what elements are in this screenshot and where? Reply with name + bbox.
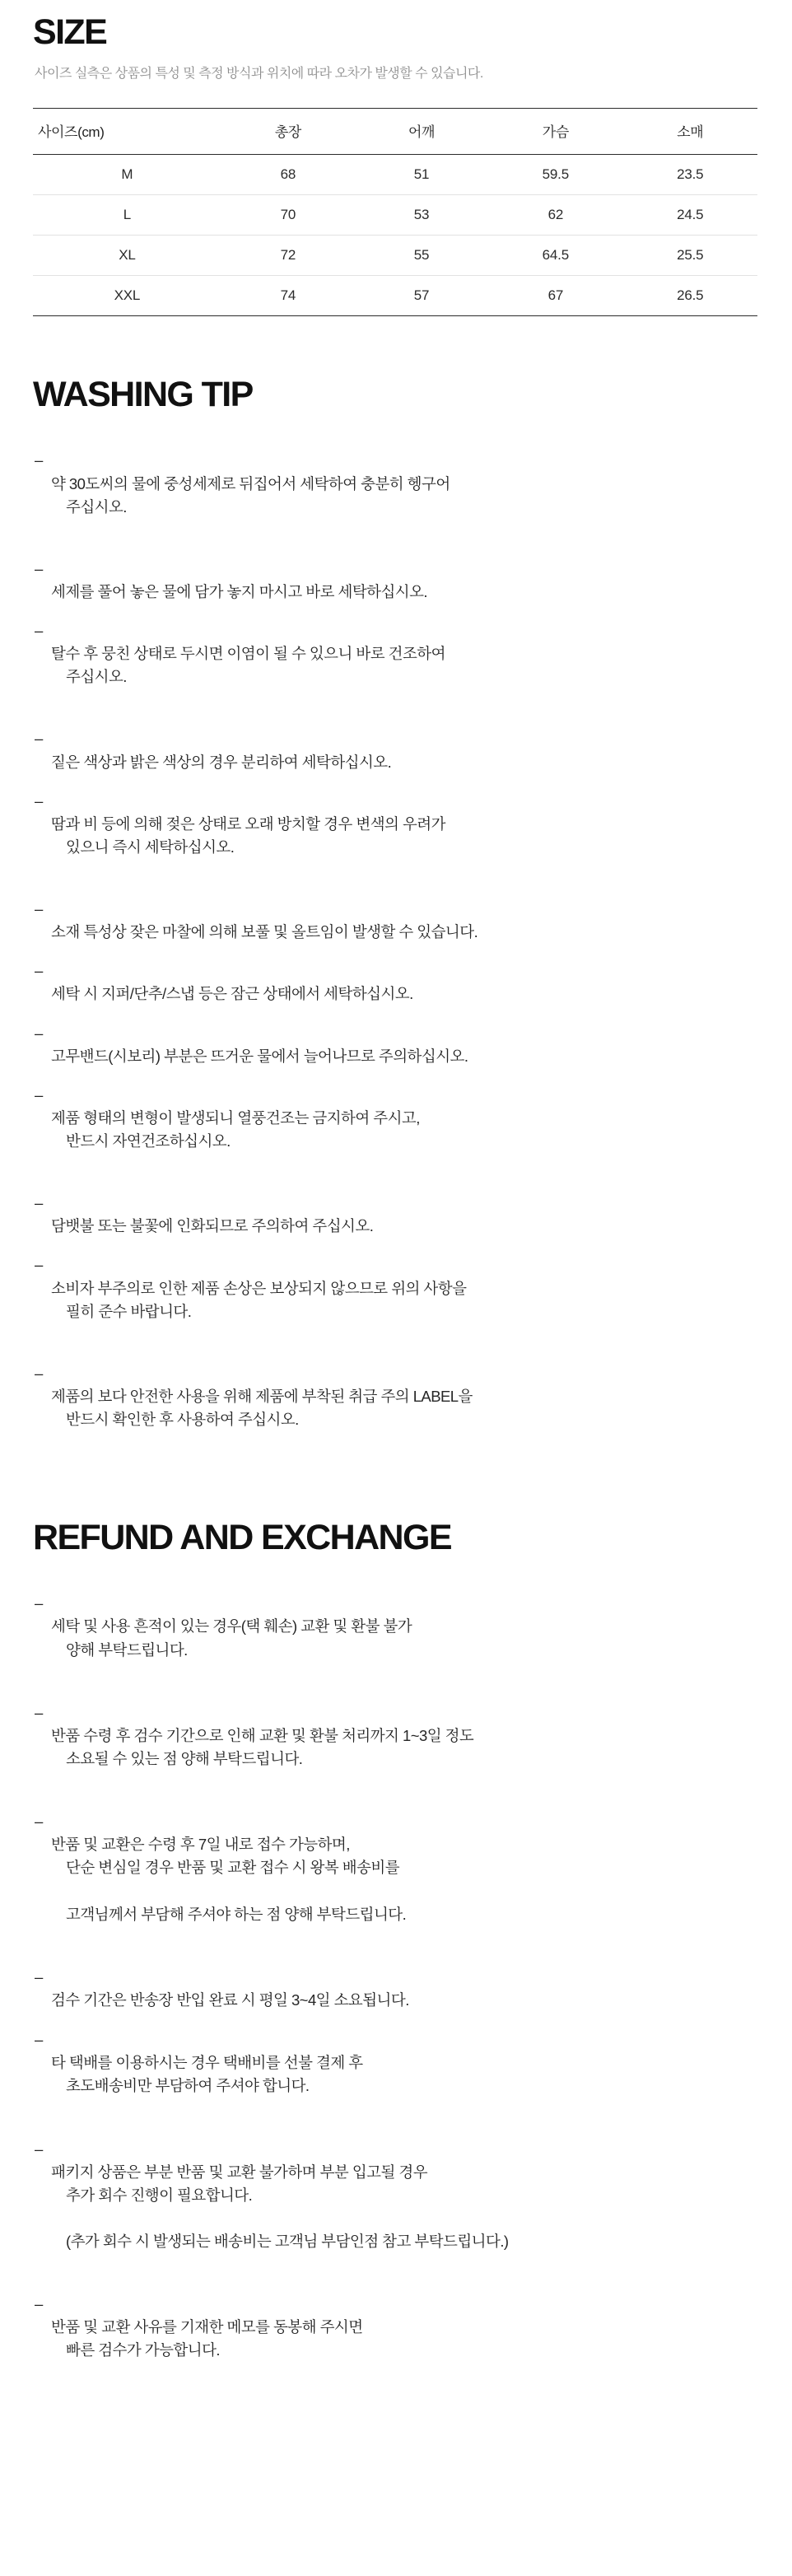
washing-tip-list — [33, 449, 759, 1454]
note-line: 반품 수령 후 검수 기간으로 인해 교환 및 환불 처리까지 1~3일 정도 — [51, 1726, 474, 1744]
note-line: 약 30도씨의 물에 중성세제로 뒤집어서 세탁하여 충분히 헹구어 — [51, 474, 450, 492]
size-table-head — [33, 109, 757, 155]
cell-shoulder: 55 — [355, 236, 488, 276]
cell-shoulder: 51 — [355, 155, 488, 195]
list-item — [33, 790, 759, 882]
cell-length: 68 — [221, 155, 355, 195]
list-item — [33, 2293, 759, 2385]
table-row — [33, 276, 757, 316]
note-line: 패키지 상품은 부분 반품 및 교환 불가하며 부분 입고될 경우 — [51, 2163, 428, 2181]
table-row — [33, 195, 757, 236]
note-line: 타 택배를 이용하시는 경우 택배비를 선불 결제 후 — [51, 2054, 363, 2072]
cell-sleeve: 25.5 — [623, 236, 757, 276]
list-item — [33, 1701, 759, 1794]
note-line-wrap: 반드시 확인한 후 사용하여 주십시오. — [66, 1411, 299, 1429]
note-line: 검수 기간은 반송장 반입 완료 시 평일 3~4일 소요됩니다. — [51, 1990, 409, 2009]
cell-sleeve: 26.5 — [623, 276, 757, 316]
column-header-length: 총장 — [221, 109, 355, 155]
note-line-wrap: 주십시오. — [66, 497, 127, 516]
list-item — [33, 1253, 759, 1346]
note-line-wrap: 있으니 즉시 세탁하십시오. — [66, 838, 235, 856]
note-line-wrap: 초도배송비만 부담하여 주셔야 합니다. — [66, 2077, 310, 2095]
note-line: 세제를 풀어 놓은 물에 담가 놓지 마시고 바로 세탁하십시오. — [51, 582, 428, 600]
column-header-sleeve: 소매 — [623, 109, 757, 155]
list-item — [33, 898, 759, 944]
size-table-body — [33, 155, 757, 316]
table-header-row — [33, 109, 757, 155]
washing-tip-heading: WASHING TIP — [33, 375, 253, 415]
size-section — [33, 0, 759, 316]
cell-sleeve: 23.5 — [623, 155, 757, 195]
cell-length: 72 — [221, 236, 355, 276]
note-line-wrap: (추가 회수 시 발생되는 배송비는 고객님 부담인점 참고 부탁드립니다.) — [66, 2232, 509, 2250]
note-line-wrap: 양해 부탁드립니다. — [66, 1640, 188, 1659]
note-line: 반품 및 교환 사유를 기재한 메모를 동봉해 주시면 — [51, 2318, 363, 2336]
note-line: 땀과 비 등에 의해 젖은 상태로 오래 방치할 경우 변색의 우려가 — [51, 814, 445, 833]
note-line: 고무밴드(시보리) 부분은 뜨거운 물에서 늘어나므로 주의하십시오. — [51, 1047, 468, 1065]
note-line-wrap: 단순 변심일 경우 반품 및 교환 접수 시 왕복 배송비를 — [66, 1859, 400, 1877]
note-line: 담뱃불 또는 불꽃에 인화되므로 주의하여 주십시오. — [51, 1217, 374, 1235]
note-line-wrap: 고객님께서 부담해 주셔야 하는 점 양해 부탁드립니다. — [66, 1905, 407, 1923]
cell-size: M — [33, 155, 221, 195]
cell-shoulder: 57 — [355, 276, 488, 316]
cell-size: XXL — [33, 276, 221, 316]
list-item — [33, 1592, 759, 1684]
cell-chest: 64.5 — [488, 236, 622, 276]
cell-size: XL — [33, 236, 221, 276]
list-item — [33, 1022, 759, 1068]
note-line-wrap: 필히 준수 바랍니다. — [66, 1302, 192, 1320]
note-line: 세탁 및 사용 흔적이 있는 경우(택 훼손) 교환 및 환불 불가 — [51, 1617, 412, 1636]
list-item — [33, 2028, 759, 2121]
bottom-spacer — [33, 2402, 759, 2460]
list-item — [33, 2138, 759, 2277]
refund-exchange-heading: REFUND AND EXCHANGE — [33, 1518, 451, 1558]
note-line: 반품 및 교환은 수령 후 7일 내로 접수 가능하며, — [51, 1836, 350, 1854]
column-header-chest: 가슴 — [488, 109, 622, 155]
list-item — [33, 727, 759, 773]
size-table — [33, 108, 757, 316]
column-header-size: 사이즈(cm) — [33, 109, 221, 155]
cell-chest: 59.5 — [488, 155, 622, 195]
cell-chest: 62 — [488, 195, 622, 236]
list-item — [33, 1966, 759, 2012]
list-item — [33, 1362, 759, 1454]
size-note: 사이즈 실측은 상품의 특성 및 측정 방식과 위치에 따라 오차가 발생할 수 있습니다. — [35, 67, 483, 81]
list-item — [33, 619, 759, 712]
table-row — [33, 155, 757, 195]
list-item — [33, 558, 759, 604]
refund-exchange-section — [33, 1520, 759, 2385]
column-header-shoulder: 어깨 — [355, 109, 488, 155]
list-item — [33, 449, 759, 541]
cell-length: 74 — [221, 276, 355, 316]
washing-tip-section — [33, 377, 759, 1454]
note-line: 제품 형태의 변형이 발생되니 열풍건조는 금지하여 주시고, — [51, 1108, 420, 1127]
refund-exchange-list — [33, 1592, 759, 2385]
note-line-wrap: 소요될 수 있는 점 양해 부탁드립니다. — [66, 1749, 303, 1767]
list-item — [33, 959, 759, 1006]
note-line-wrap: 주십시오. — [66, 668, 127, 686]
table-row — [33, 236, 757, 276]
cell-sleeve: 24.5 — [623, 195, 757, 236]
cell-size: L — [33, 195, 221, 236]
note-line: 탈수 후 뭉친 상태로 두시면 이염이 될 수 있으니 바로 건조하여 — [51, 645, 445, 663]
note-line: 소비자 부주의로 인한 제품 손상은 보상되지 않으므로 위의 사항을 — [51, 1279, 467, 1297]
note-line: 짙은 색상과 밝은 색상의 경우 분리하여 세탁하십시오. — [51, 753, 392, 771]
list-item — [33, 1084, 759, 1176]
list-item — [33, 1192, 759, 1238]
list-item — [33, 1810, 759, 1949]
cell-chest: 67 — [488, 276, 622, 316]
note-line-wrap: 반드시 자연건조하십시오. — [66, 1132, 231, 1150]
note-line: 소재 특성상 잦은 마찰에 의해 보풀 및 올트임이 발생할 수 있습니다. — [51, 923, 478, 941]
cell-length: 70 — [221, 195, 355, 236]
cell-shoulder: 53 — [355, 195, 488, 236]
note-line-wrap: 빠른 검수가 가능합니다. — [66, 2341, 220, 2359]
note-line: 제품의 보다 안전한 사용을 위해 제품에 부착된 취급 주의 LABEL을 — [51, 1388, 473, 1405]
note-line-wrap: 추가 회수 진행이 필요합니다. — [66, 2186, 253, 2204]
note-line: 세탁 시 지퍼/단추/스냅 등은 잠근 상태에서 세탁하십시오. — [51, 985, 413, 1003]
size-heading: SIZE — [33, 12, 107, 52]
